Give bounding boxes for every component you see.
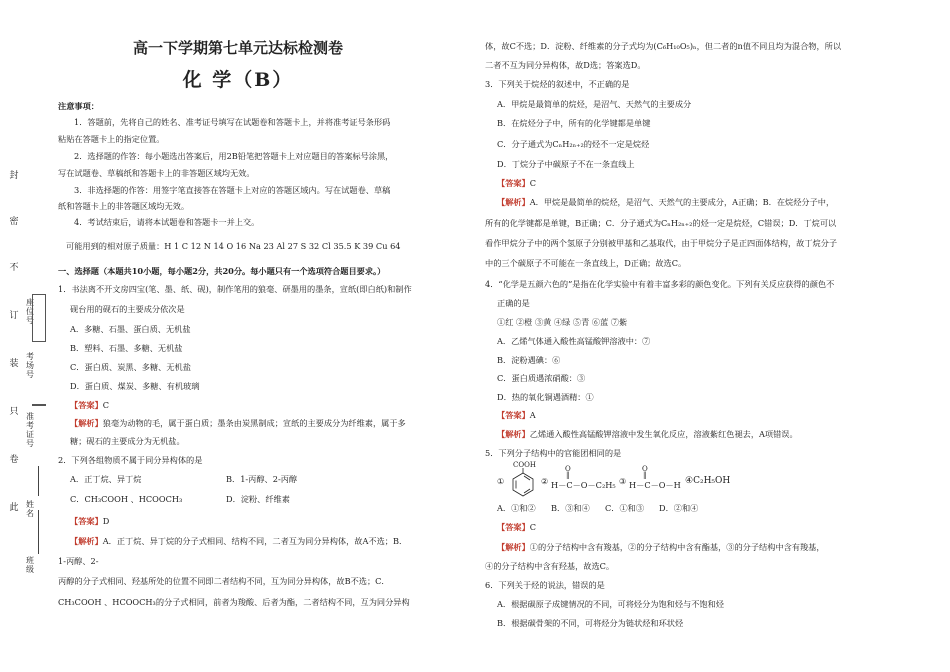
structure-formula: H－C－O－H [629, 480, 681, 490]
question-stem: 1．书法离不开文房四宝(笔、墨、纸、砚)，制作笔用的狼毫、研墨用的墨条，宣纸(即白纸)和制作 [58, 284, 412, 294]
carbonyl-oxygen: O [642, 465, 648, 473]
analysis-text: 所有的化学键都是单键，B正确；C．分子通式为CₙH₂ₙ₊₂的烃一定是烷烃，C错误；D．丁烷可以 [485, 218, 837, 228]
name-field-line [38, 466, 39, 496]
analysis-text: CH₃COOH 、HCOOCH₃的分子式相同，前者为羧酸、后者为酯，二者结构不同，互为同分异构 [58, 597, 410, 607]
option: B．淀粉遇碘：⑥ [497, 355, 561, 365]
seal-char: 密 [9, 217, 19, 227]
seal-char: 封 [9, 171, 19, 181]
exam-number-box [32, 404, 46, 406]
notice-item: 纸和答题卡上的非答题区域均无效。 [58, 201, 190, 211]
option: A．乙烯气体通入酸性高锰酸钾溶液中：⑦ [497, 336, 651, 346]
option: B．塑料、石墨、多糖、无机盐 [70, 343, 183, 353]
notice-item: 粘贴在答题卡上的指定位置。 [58, 134, 165, 144]
analysis-text: 中的三个碳原子不可能在一条直线上，D正确；故选C。 [485, 258, 687, 268]
seat-number-label: 座位号 [26, 298, 34, 325]
option: D．②和④ [659, 503, 699, 513]
carboxyl-label: COOH [513, 461, 536, 469]
question-stem: 砚台用的砚石的主要成分依次是 [70, 304, 185, 314]
option: D．热的氧化铜遇酒精：① [497, 392, 594, 402]
analysis-line [70, 418, 406, 429]
option: C．CH₃COOH 、HCOOCH₃ [70, 494, 183, 504]
analysis-text: 狼毫为动物的毛，属于蛋白质；墨条由炭黑制成；宣纸的主要成分为纤维素，属于多 [102, 418, 406, 428]
double-bond-mark: ‖ [643, 471, 647, 479]
double-bond-mark: ‖ [566, 471, 570, 479]
answer-value: C [529, 178, 537, 188]
analysis-text: A．正丁烷、异丁烷的分子式相同、结构不同，二者互为同分异构体，故A不选；B． [102, 536, 408, 546]
answer-value: A [529, 410, 536, 420]
carbonyl-oxygen: O [565, 465, 571, 473]
analysis-label: 【解析】 [497, 542, 530, 552]
seal-char: 此 [9, 503, 19, 513]
exam-subtitle: 化 学（B） [182, 69, 294, 91]
analysis-line [497, 429, 798, 440]
analysis-label: 【解析】 [70, 418, 103, 428]
answer-line [70, 516, 109, 527]
structure-formula: ④C₂H₅OH [685, 476, 731, 486]
seal-char: 不 [9, 263, 19, 273]
analysis-line [70, 536, 407, 547]
analysis-label: 【解析】 [70, 536, 103, 546]
exam-title: 高一下学期第七单元达标检测卷 [132, 39, 343, 57]
analysis-text: 糖；砚石的主要成分为无机盐。 [70, 436, 185, 446]
question-stem: 2．下列各组物质不属于同分异构体的是 [58, 455, 203, 465]
seat-number-box [32, 294, 46, 342]
option: C．蛋白质、炭黑、多糖、无机盐 [70, 362, 191, 372]
notice-heading: 注意事项： [58, 101, 99, 111]
analysis-label: 【解析】 [497, 429, 530, 439]
structure-formula: H－C－O－C₂H₅ [551, 480, 616, 490]
option: B．在烷烃分子中，所有的化学键都是单键 [497, 118, 651, 128]
notice-item: 3．非选择题的作答：用签字笔直接答在答题卡上对应的答题区域内。写在试题卷、草稿 [74, 185, 391, 195]
structure-number: ③ [619, 476, 627, 486]
answer-line [497, 410, 536, 421]
option: A．多糖、石墨、蛋白质、无机盐 [70, 324, 191, 334]
option: A．①和② [497, 503, 536, 513]
option: A．正丁烷、异丁烷 [70, 474, 142, 484]
exam-number-label: 准考证号 [26, 412, 34, 448]
option: A．根据碳原子成键情况的不同，可将烃分为饱和烃与不饱和烃 [497, 599, 724, 609]
analysis-text: 体，故C不选；D．淀粉、纤维素的分子式均为(C₆H₁₀O₅)ₙ，但二者的n值不同且均为混合物，所以 [485, 41, 842, 51]
question-stem: 6．下列关于烃的说法，错误的是 [485, 580, 605, 590]
notice-item: 1．答题前，先将自己的姓名、准考证号填写在试题卷和答题卡上，并将准考证号条形码 [74, 117, 391, 127]
seal-char: 只 [9, 407, 19, 417]
seal-char: 卷 [9, 455, 19, 465]
option: D．淀粉、纤维素 [226, 494, 290, 504]
analysis-text: 丙醇的分子式相同、羟基所处的位置不同即二者结构不同，互为同分异构体，故B不选；C． [58, 576, 390, 586]
answer-line [70, 400, 109, 411]
color-list: ①红 ②橙 ③黄 ④绿 ⑤青 ⑥蓝 ⑦紫 [497, 317, 628, 327]
answer-label: 【答案】 [497, 522, 530, 532]
analysis-text: ④的分子结构中含有羟基，故选C。 [485, 561, 615, 571]
answer-label: 【答案】 [497, 410, 530, 420]
question-stem: 正确的是 [497, 298, 530, 308]
question-stem: 5．下列分子结构中的官能团相同的是 [485, 448, 622, 458]
option: A．甲烷是最简单的烷烃，是沼气、天然气的主要成分 [497, 99, 692, 109]
notice-item: 写在试题卷、草稿纸和答题卡上的非答题区域均无效。 [58, 168, 255, 178]
notice-item: 4．考试结束后，请将本试题卷和答题卡一并上交。 [74, 217, 260, 227]
answer-value: C [529, 522, 537, 532]
analysis-text: 乙烯通入酸性高锰酸钾溶液中发生氧化反应，溶液紫红色褪去，A项错误。 [529, 429, 798, 439]
answer-value: C [102, 400, 110, 410]
analysis-label: 【解析】 [497, 197, 530, 207]
exam-room-label: 考场号 [26, 352, 34, 379]
option: B．1-丙醇、2-丙醇 [226, 474, 298, 484]
answer-label: 【答案】 [70, 516, 103, 526]
analysis-text: 二者不互为同分异构体，故D选；答案选D。 [485, 60, 646, 70]
analysis-text: 1-丙醇、2- [58, 556, 99, 566]
notice-item: 2．选择题的作答：每小题选出答案后，用2B铅笔把答题卡上对应题目的答案标号涂黑， [74, 151, 394, 161]
answer-value: D [102, 516, 110, 526]
option: D．丁烷分子中碳原子不在一条直线上 [497, 159, 635, 169]
option: C．①和③ [605, 503, 645, 513]
answer-label: 【答案】 [497, 178, 530, 188]
analysis-text: 看作甲烷分子中的两个氢原子分别被甲基和乙基取代，由于甲烷分子是正四面体结构，故丁烷分子 [485, 238, 838, 248]
analysis-text: A．甲烷是最简单的烷烃，是沼气、天然气的主要成分，A正确；B．在烷烃分子中， [529, 197, 835, 207]
answer-line [497, 522, 536, 533]
section-heading: 一、选择题（本题共10小题，每小题2分，共20分。每小题只有一个选项符合题目要求。） [58, 266, 386, 276]
answer-line [497, 178, 536, 189]
name-field-label: 姓名 [26, 500, 34, 518]
analysis-line [497, 542, 825, 553]
answer-label: 【答案】 [70, 400, 103, 410]
class-field-line [38, 510, 39, 554]
option: B．根据碳骨架的不同，可将烃分为链状烃和环状烃 [497, 618, 684, 628]
option: D．蛋白质、煤炭、多糖、有机玻璃 [70, 381, 200, 391]
option: C．分子通式为CₙH₂ₙ₊₂的烃不一定是烷烃 [497, 139, 650, 149]
question-stem: 4．“化学是五颜六色的”是指在化学实验中有着丰富多彩的颜色变化。下列有关反应获得的颜色不 [485, 279, 835, 289]
atomic-masses: 可能用到的相对原子质量：H 1 C 12 N 14 O 16 Na 23 Al 27 S 32 Cl 35.5 K 39 Cu 64 [66, 241, 401, 251]
option: C．蛋白质遇浓硝酸：③ [497, 373, 586, 383]
option: B．③和④ [551, 503, 590, 513]
benzene-ring-icon [509, 468, 537, 498]
structure-number: ① [497, 476, 505, 486]
question-stem: 3．下列关于烷烃的叙述中，不正确的是 [485, 79, 630, 89]
structure-number: ② [541, 476, 549, 486]
analysis-line [497, 197, 834, 208]
seal-char: 订 [9, 311, 19, 321]
seal-char: 装 [9, 359, 19, 369]
analysis-text: ①的分子结构中含有羧基，②的分子结构中含有酯基，③的分子结构中含有羧基， [529, 542, 825, 552]
class-field-label: 班级 [26, 556, 34, 574]
binding-margin [0, 0, 60, 672]
